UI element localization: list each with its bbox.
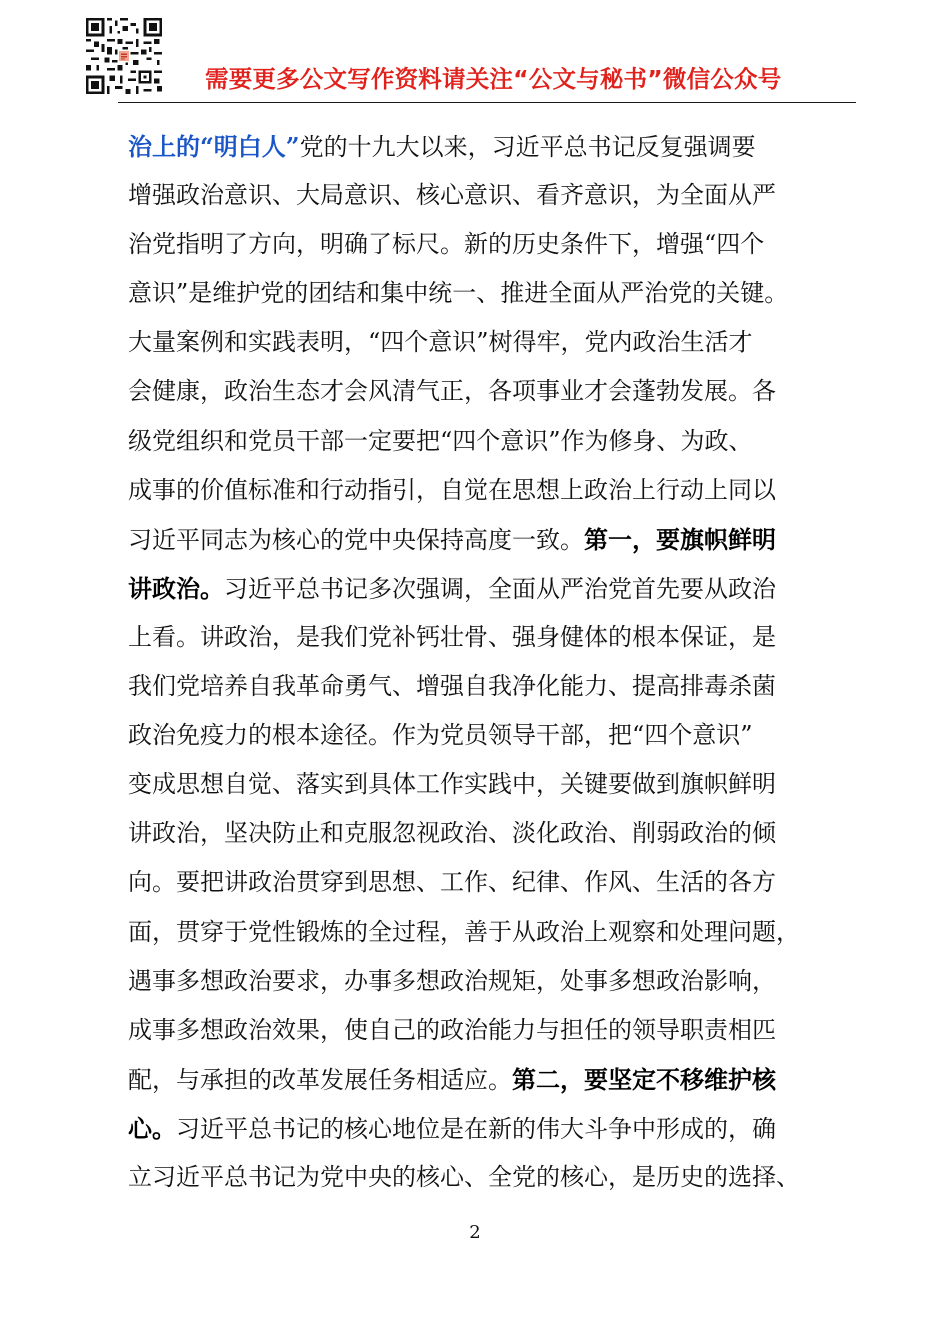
body-line: 级党组织和党员干部一定要把“四个意识”作为修身、为政、 <box>128 426 753 455</box>
body-line: 会健康，政治生态才会风清气正，各项事业才会蓬勃发展。各 <box>128 377 776 406</box>
body-text-run: 习近平总书记多次强调，全面从严治党首先要从政治 <box>224 574 776 603</box>
body-line <box>128 564 828 613</box>
body-line: 成事的价值标准和行动指引，自觉在思想上政治上行动上同以 <box>128 475 776 504</box>
body-line: 成事多想政治效果，使自己的政治能力与担任的领导职责相匹 <box>128 1015 776 1044</box>
body-line: 意识”是维护党的团结和集中统一、推进全面从严治党的关键。 <box>128 279 789 308</box>
section-heading-highlight: 治上的“明白人” <box>128 132 300 161</box>
body-line: 治党指明了方向，明确了标尺。新的历史条件下，增强“四个 <box>128 230 765 259</box>
body-text-run: 习近平总书记的核心地位是在新的伟大斗争中形成的，确 <box>176 1114 776 1143</box>
point-heading-second-cont: 心。 <box>128 1113 176 1143</box>
body-line: 我们党培养自我革命勇气、增强自我净化能力、提高排毒杀菌 <box>128 672 776 701</box>
body-line: 变成思想自觉、落实到具体工作实践中，关键要做到旗帜鲜明 <box>128 770 776 799</box>
body-line: 立习近平总书记为党中央的核心、全党的核心，是历史的选择、 <box>128 1162 800 1191</box>
body-line: 遇事多想政治要求，办事多想政治规矩，处事多想政治影响， <box>128 966 776 995</box>
body-line <box>128 1055 828 1104</box>
point-heading-second: 第二，要坚定不移维护核 <box>512 1064 776 1094</box>
body-text-run: 配，与承担的改革发展任务相适应。 <box>128 1065 512 1094</box>
header-divider <box>118 102 856 103</box>
document-body <box>128 122 828 1202</box>
header-notice: 需要更多公文写作资料请关注“公文与秘书”微信公众号 <box>205 65 782 93</box>
body-text-run: 党的十九大以来，习近平总书记反复强调要 <box>299 133 756 161</box>
qr-code-icon <box>86 18 162 94</box>
body-line <box>128 1104 828 1153</box>
point-heading-first-cont: 讲政治。 <box>128 573 224 603</box>
body-line: 大量案例和实践表明，“四个意识”树得牢，党内政治生活才 <box>128 328 753 357</box>
body-line: 增强政治意识、大局意识、核心意识、看齐意识，为全面从严 <box>128 181 776 210</box>
body-line: 政治免疫力的根本途径。作为党员领导干部，把“四个意识” <box>128 721 753 750</box>
point-heading-first: 第一，要旗帜鲜明 <box>584 524 776 554</box>
body-text-run: 习近平同志为核心的党中央保持高度一致。 <box>128 525 584 554</box>
body-line: 面，贯穿于党性锻炼的全过程，善于从政治上观察和处理问题， <box>128 917 800 946</box>
body-line: 上看。讲政治，是我们党补钙壮骨、强身健体的根本保证，是 <box>128 622 776 651</box>
body-line: 讲政治，坚决防止和克服忽视政治、淡化政治、削弱政治的倾 <box>128 819 776 848</box>
body-line <box>128 515 828 564</box>
body-line <box>128 122 828 171</box>
page-number: 2 <box>469 1222 481 1243</box>
body-line: 向。要把讲政治贯穿到思想、工作、纪律、作风、生活的各方 <box>128 868 776 897</box>
